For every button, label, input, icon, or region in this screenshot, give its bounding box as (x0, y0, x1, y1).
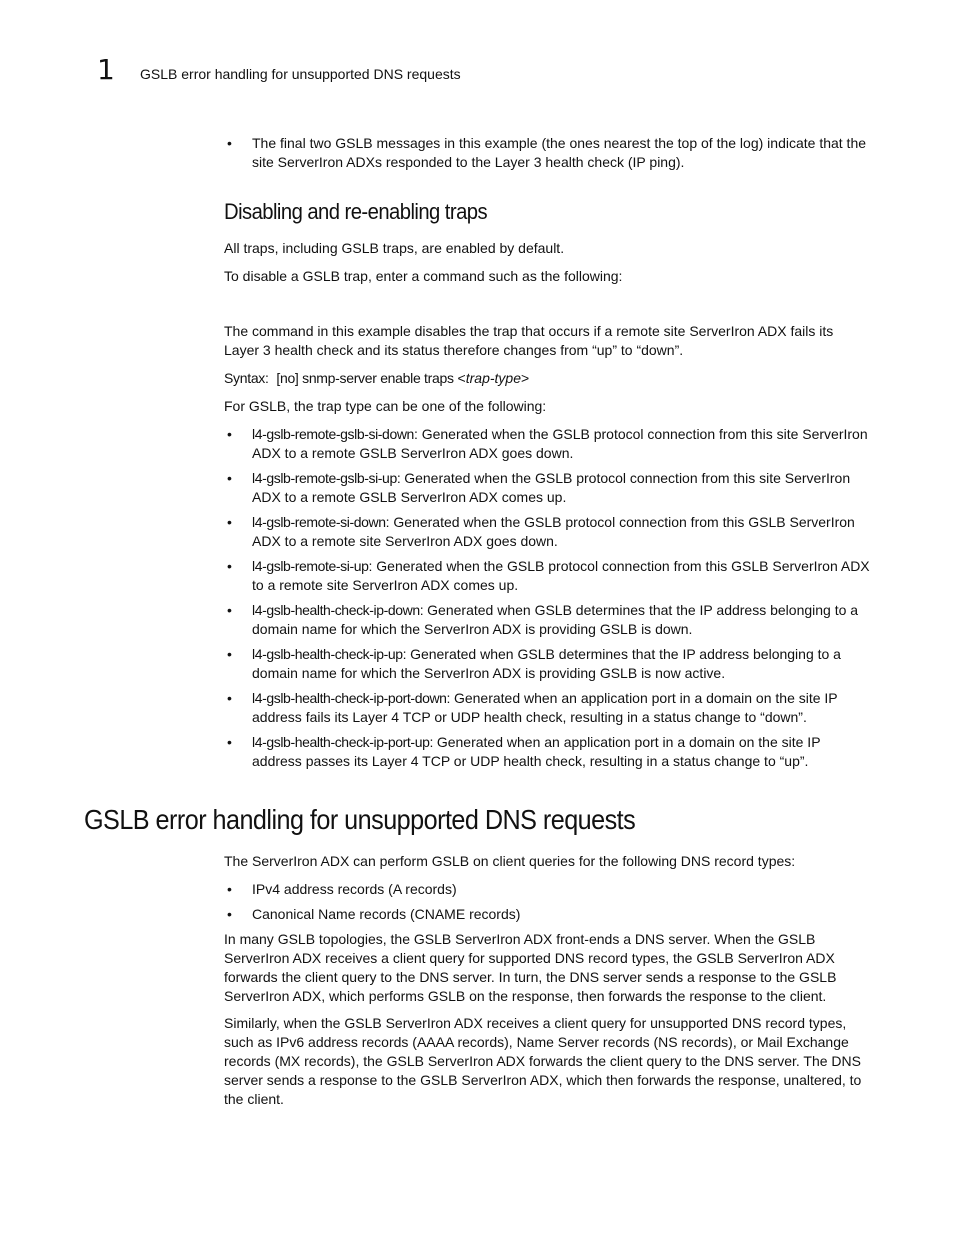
trap-type-item (224, 469, 872, 507)
intro-bullet-block (224, 134, 872, 178)
trap-type-desc: Generated when the GSLB protocol connection from this site ServerIron ADX to a remote GSLB ServerIron ADX goes down. (252, 426, 868, 461)
syntax-label: Syntax: (224, 370, 269, 386)
list-item (224, 905, 872, 924)
traps-para-1 (224, 239, 872, 258)
syntax-var-close: > (520, 370, 530, 386)
trap-type-desc: Generated when an application port in a domain on the site IP address passes its Layer 4 TCP or UDP health check, resulting in a status change to “up”. (252, 734, 821, 769)
trap-type-block (224, 425, 872, 777)
trap-type-sep: : (368, 558, 377, 574)
trap-type-term: l4-gslb-remote-si-up (252, 558, 369, 574)
running-header-title: GSLB error handling for unsupported DNS requests (140, 66, 461, 82)
trap-type-desc: Generated when the GSLB protocol connection from this GSLB ServerIron ADX to a remote site ServerIron ADX comes up. (252, 558, 870, 593)
syntax-var-open: < (457, 370, 466, 386)
trap-type-item (224, 689, 872, 727)
record-type-block (224, 880, 872, 930)
trap-type-item (224, 425, 872, 463)
trap-type-term: l4-gslb-remote-gslb-si-down (252, 426, 414, 442)
syntax-variable: trap-type (465, 370, 521, 386)
dns-para-3 (224, 1014, 872, 1109)
paragraph: Similarly, when the GSLB ServerIron ADX receives a client query for unsupported DNS record types, such as IPv6 address records (AAAA records), Name Server records (NS records), or Mail Exchange records (MX records), the GSLB ServerIron ADX forwards the client query to the DNS server. The DNS server sends a response to the GSLB ServerIron ADX, which then forwards the response, unaltered, to the client. (224, 1015, 862, 1107)
paragraph: For GSLB, the trap type can be one of the following: (224, 398, 547, 414)
record-type-text: IPv4 address records (A records) (252, 881, 457, 897)
traps-para-4 (224, 397, 872, 416)
trap-type-item (224, 601, 872, 639)
paragraph: The command in this example disables the trap that occurs if a remote site ServerIron ADX fails its Layer 3 health check and its status therefore changes from “up” to “down”. (224, 323, 834, 358)
trap-type-term: l4-gslb-remote-gslb-si-up: (252, 470, 401, 486)
trap-type-desc: Generated when the GSLB protocol connection from this site ServerIron ADX to a remote GSLB ServerIron ADX comes up. (252, 470, 851, 505)
trap-type-term: l4-gslb-health-check-ip-up: (252, 646, 407, 662)
trap-type-sep: : (385, 514, 394, 530)
trap-type-item (224, 557, 872, 595)
dns-para-1 (224, 852, 872, 871)
paragraph: The ServerIron ADX can perform GSLB on client queries for the following DNS record types: (224, 853, 796, 869)
trap-type-item (224, 733, 872, 771)
trap-type-desc: Generated when GSLB determines that the IP address belonging to a domain name for which the ServerIron ADX is providing GSLB is down. (252, 602, 859, 637)
traps-para-3 (224, 322, 872, 360)
trap-type-list (224, 425, 872, 771)
paragraph: In many GSLB topologies, the GSLB ServerIron ADX front-ends a DNS server. When the GSLB ServerIron ADX receives a client query for supported DNS record types, the GSLB ServerIron ADX forwards the client query to the DNS server. In turn, the DNS server sends a response to the GSLB ServerIron ADX, which performs GSLB on the response, then forwards the response to the client. (224, 931, 837, 1004)
syntax-paragraph (224, 369, 872, 388)
list-item (224, 134, 872, 172)
dns-para-2 (224, 930, 872, 1006)
paragraph: To disable a GSLB trap, enter a command such as the following: (224, 268, 623, 284)
chapter-number: 1 (97, 53, 115, 86)
intro-bullet-list (224, 134, 872, 172)
trap-type-item (224, 513, 872, 551)
syntax-line (224, 369, 872, 388)
trap-type-term: l4-gslb-remote-si-down (252, 514, 386, 530)
trap-type-desc: Generated when an application port in a domain on the site IP address fails its Layer 4 TCP or UDP health check, resulting in a status change to “down”. (252, 690, 838, 725)
paragraph: All traps, including GSLB traps, are enabled by default. (224, 240, 565, 256)
syntax-command: [no] snmp-server enable traps (276, 370, 454, 386)
trap-type-sep: : (413, 426, 422, 442)
trap-type-item (224, 645, 872, 683)
section-heading-dns: GSLB error handling for unsupported DNS requests (84, 804, 636, 835)
traps-para-2 (224, 267, 872, 286)
record-type-text: Canonical Name records (CNAME records) (252, 906, 521, 922)
trap-type-desc: Generated when GSLB determines that the IP address belonging to a domain name for which the ServerIron ADX is providing GSLB is now active. (252, 646, 841, 681)
record-type-list (224, 880, 872, 924)
trap-type-term: l4-gslb-health-check-ip-port-down: (252, 690, 451, 706)
section-heading-traps: Disabling and re-enabling traps (224, 199, 488, 224)
list-item (224, 880, 872, 899)
trap-type-desc: Generated when the GSLB protocol connection from this GSLB ServerIron ADX to a remote site ServerIron ADX goes down. (252, 514, 855, 549)
trap-type-term: l4-gslb-health-check-ip-down: (252, 602, 424, 618)
trap-type-term: l4-gslb-health-check-ip-port-up: (252, 734, 433, 750)
list-item-text: The final two GSLB messages in this example (the ones nearest the top of the log) indicate that the site ServerIron ADXs responded to the Layer 3 health check (IP ping). (252, 135, 867, 170)
